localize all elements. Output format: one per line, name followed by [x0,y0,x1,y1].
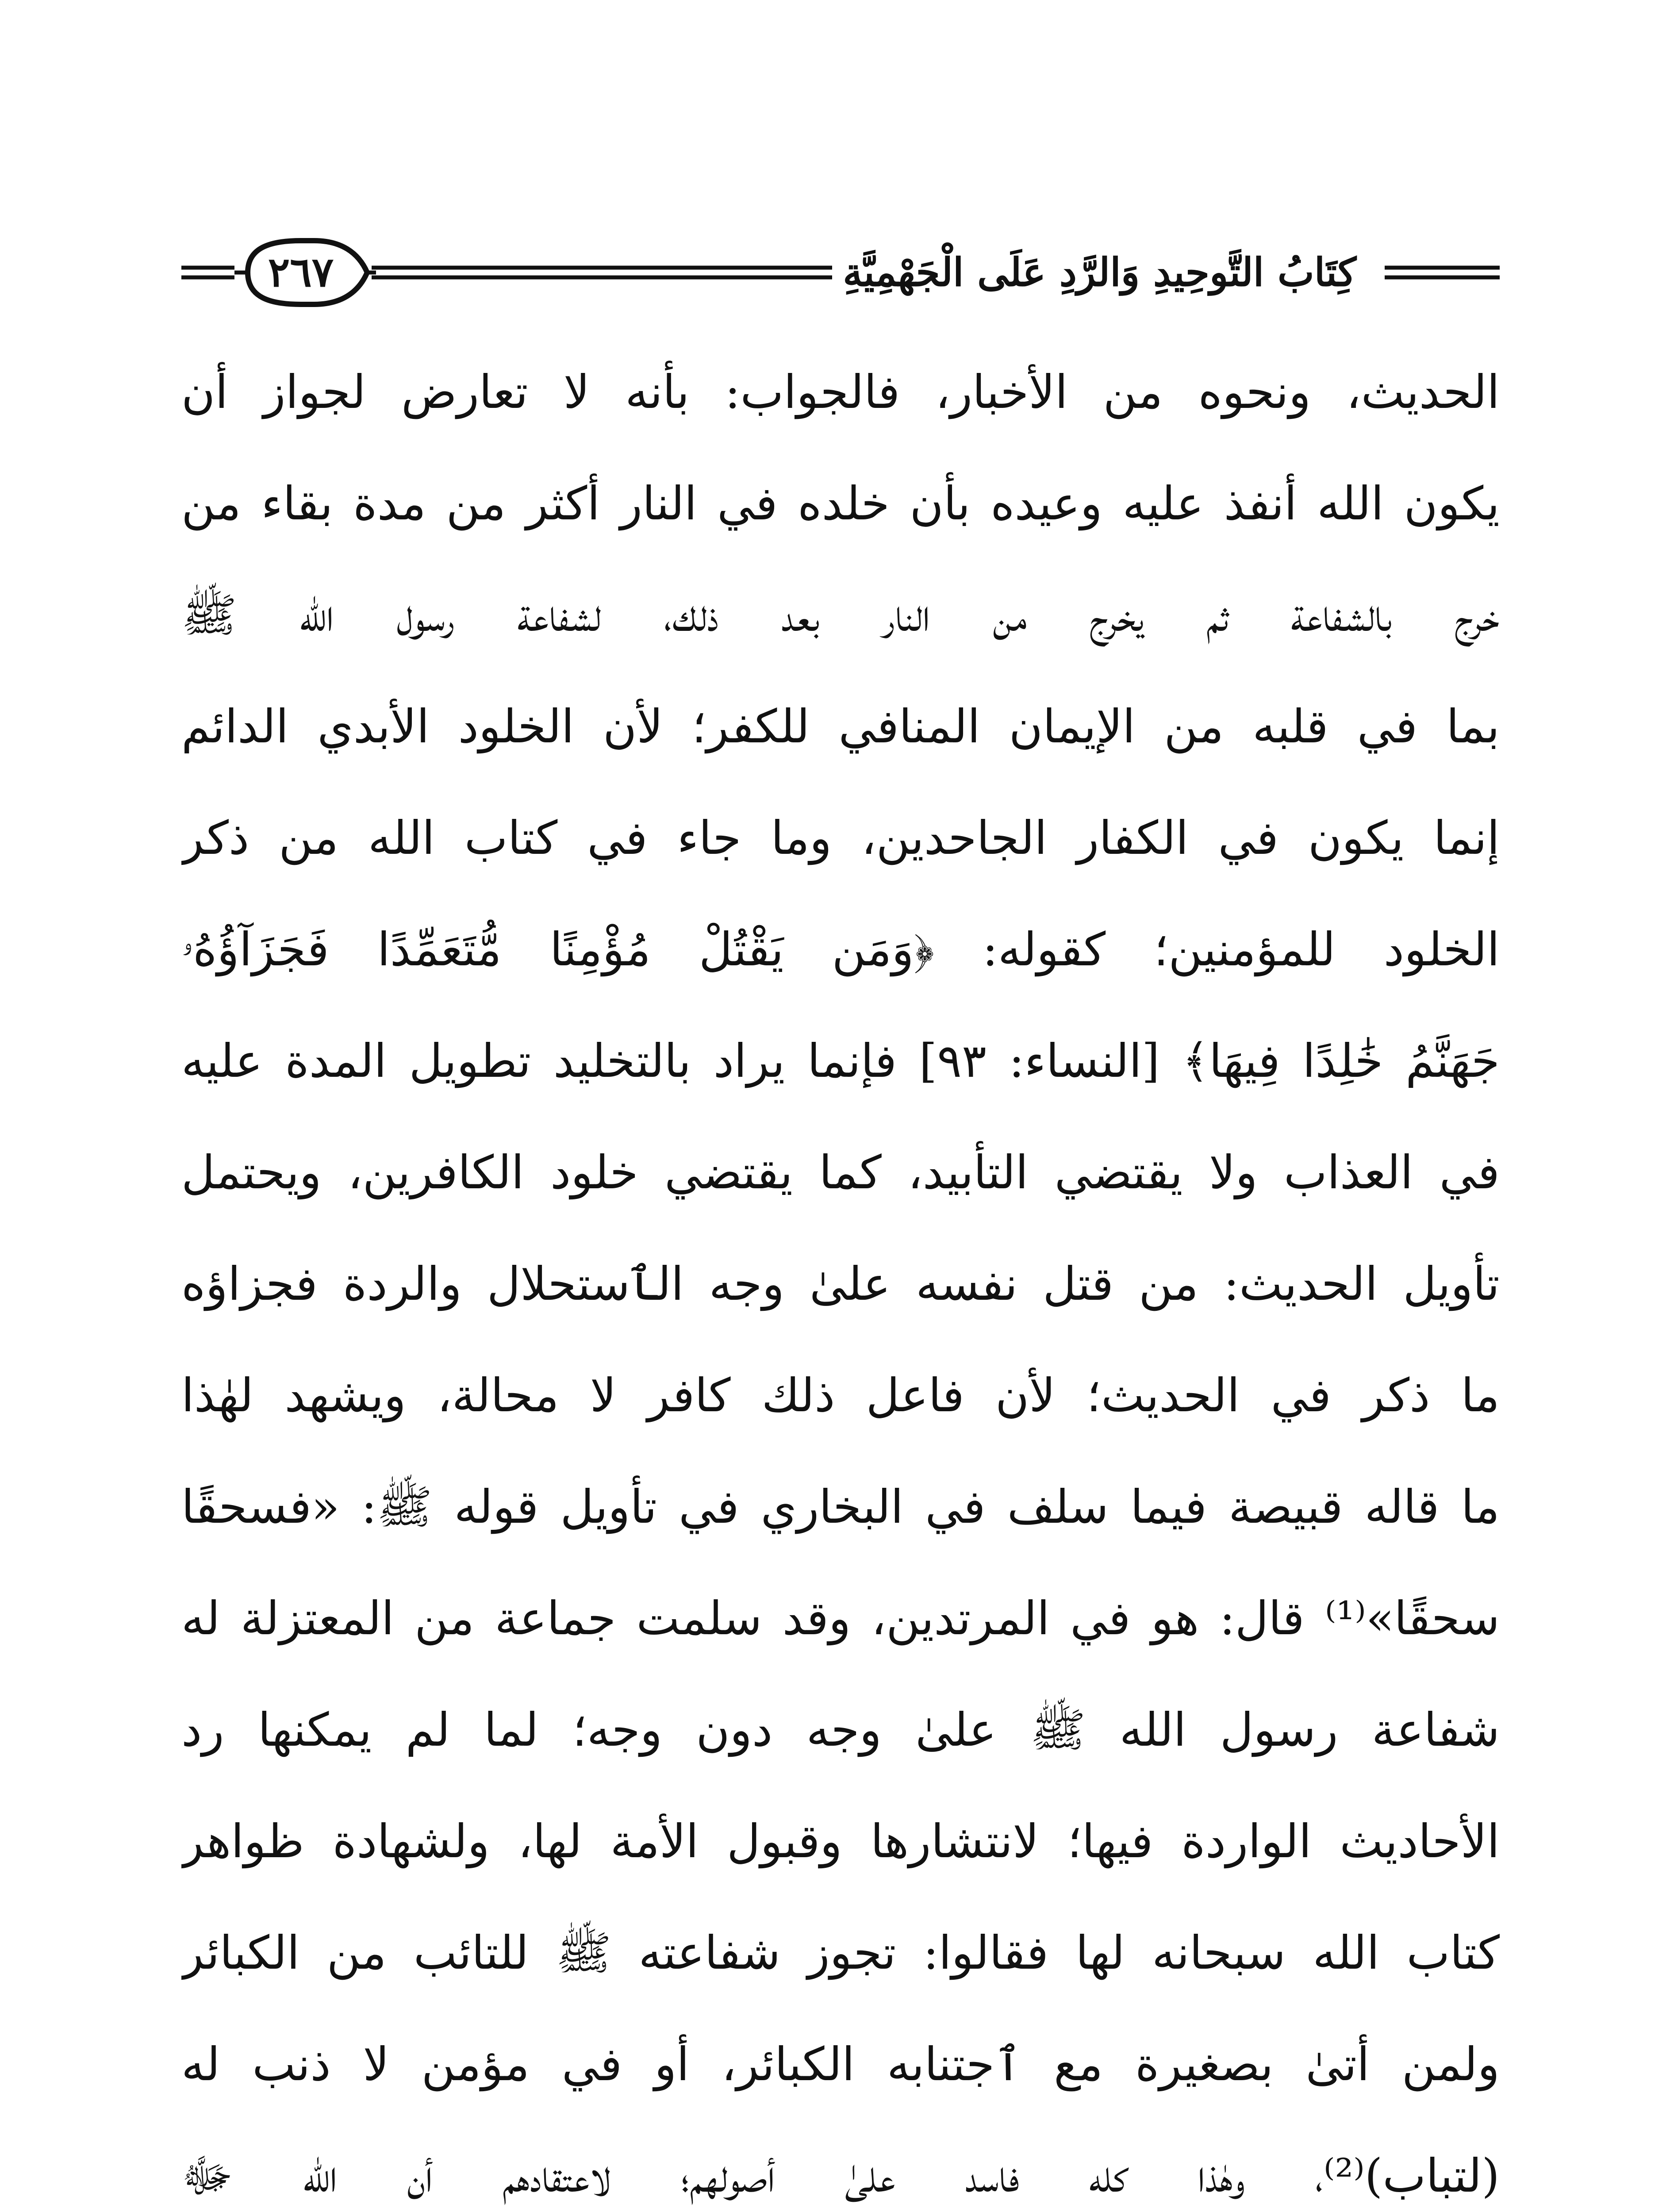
running-title: كِتَابُ التَّوحِيدِ وَالرَّدِ عَلَى الْجَهْمِيَّةِ [832,248,1367,296]
text-line: شفاعة رسول الله ﷺ علىٰ وجه دون وجه؛ لما لم يمكنها رد [181,1703,1500,1757]
text-line: ولمن أتىٰ بصغيرة مع ٱجتنابه الكبائر، أو في مؤمن لا ذنب له [181,2037,1500,2091]
text-line: بما في قلبه من الإيمان المنافي للكفر؛ لأن الخلود الأبدي الدائم [181,699,1500,753]
text-line: جَهَنَّمُ خَٰلِدًا فِيهَا﴾ [النساء: ٩٣] فإنما يراد بالتخليد تطويل المدة عليه [181,1034,1500,1088]
text-line: الحديث، ونحوه من الأخبار، فالجواب: بأنه لا تعارض لجواز أن [181,365,1500,419]
text-line: تأويل الحديث: من قتل نفسه علىٰ وجه الٱستحلال والردة فجزاؤه [181,1257,1500,1311]
body-text [181,336,1500,2212]
text-line: في العذاب ولا يقتضي التأبيد، كما يقتضي خلود الكافرين، ويحتمل [181,1145,1500,1199]
text-line: الخلود للمؤمنين؛ كقوله: ﴿وَمَن يَقْتُلْ مُؤْمِنًا مُّتَعَمِّدًا فَجَزَآؤُهُۥ [181,922,1500,976]
text-line: خرج بالشفاعة ثم يخرج من النار بعد ذلك، لشفاعة رسول الله ﷺ [181,588,1500,642]
text-line: الأحاديث الواردة فيها؛ لانتشارها وقبول الأمة لها، ولشهادة ظواهر [181,1814,1500,1868]
text-line: (لتباب)⁽²⁾، وهٰذا كله فاسد علىٰ أصولهم؛ لاعتقادهم أن الله ﷻ [181,2149,1500,2203]
text-line: يكون الله أنفذ عليه وعيده بأن خلده في النار أكثر من مدة بقاء من [181,476,1500,530]
text-line: كتاب الله سبحانه لها فقالوا: تجوز شفاعته ﷺ للتائب من الكبائر [181,1926,1500,1980]
text-line: ما قاله قبيصة فيما سلف في البخاري في تأويل قوله ﷺ: «فسحقًا [181,1480,1500,1534]
text-line: سحقًا»⁽¹⁾ قال: هو في المرتدين، وقد سلمت جماعة من المعتزلة له [181,1591,1500,1645]
text-line: إنما يكون في الكفار الجاحدين، وما جاء في كتاب الله من ذكر [181,811,1500,865]
page-number: ٢٦٧ [268,248,334,296]
page-header [181,234,1500,310]
text-line: ما ذكر في الحديث؛ لأن فاعل ذلك كافر لا محالة، ويشهد لهٰذا [181,1368,1500,1422]
